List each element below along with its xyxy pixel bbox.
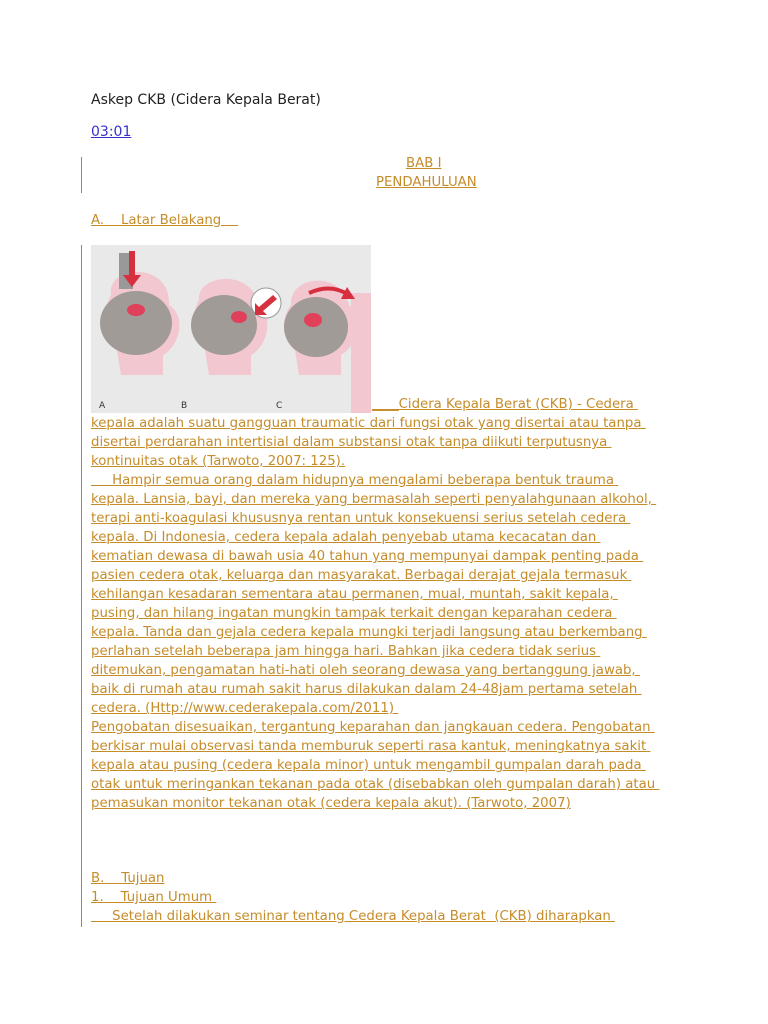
body-line-21: otak untuk meringankan tekanan pada otak (disebabkan oleh gumpalan darah) atau — [91, 777, 660, 792]
figure-label-b: B — [181, 401, 188, 411]
figure-label-c: C — [276, 401, 283, 411]
body-line-16: baik di rumah atau rumah sakit harus dilakukan dalam 24-48jam pertama setelah — [91, 682, 642, 697]
body-line-14: perlahan setelah beberapa jam hingga hari. Bahkan jika cedera tidak serius — [91, 644, 601, 659]
blockquote-bar-main — [81, 245, 82, 927]
heading-bab: BAB I — [406, 156, 442, 171]
body-line-13: kepala. Tanda dan gejala cedera kepala mungki terjadi langsung atau berkembang — [91, 625, 647, 640]
body-line-22: pemasukan monitor tekanan otak (cedera kepala akut). (Tarwoto, 2007) — [91, 796, 571, 811]
section-b-heading: B. Tujuan — [91, 871, 165, 886]
page-title: Askep CKB (Cidera Kepala Berat) — [91, 92, 321, 108]
body-line-15: ditemukan, pengamatan hati-hati oleh seorang dewasa yang bertanggung jawab, — [91, 663, 640, 678]
body-line-7: terapi anti-koagulasi khususnya rentan untuk konsekuensi serius setelah cedera — [91, 511, 631, 526]
body-line-11: kehilangan kesadaran sementara atau permanen, mual, muntah, sakit kepala, — [91, 587, 618, 602]
head-injury-illustration — [91, 245, 371, 413]
body-line-8: kepala. Di Indonesia, cedera kepala adalah penyebab utama kecacatan dan — [91, 530, 601, 545]
body-line-2: kepala adalah suatu gangguan traumatic dari fungsi otak yang disertai atau tanpa — [91, 416, 646, 431]
head-c-injury — [304, 313, 322, 327]
heading-pendahuluan: PENDAHULUAN — [376, 175, 477, 190]
head-a-brain — [100, 291, 172, 355]
body-line-18: Pengobatan disesuaikan, tergantung keparahan dan jangkauan cedera. Pengobatan — [91, 720, 655, 735]
body-line-12: pusing, dan hilang ingatan mungkin tampak terkait dengan keparahan cedera — [91, 606, 617, 621]
body-line-19: berkisar mulai observasi tanda memburuk seperti rasa kantuk, meningkatnya sakit — [91, 739, 651, 754]
section-a-heading: A. Latar Belakang — [91, 213, 239, 228]
body-line-17: cedera. (Http://www.cederakepala.com/2011) — [91, 701, 399, 716]
body-line-5: Hampir semua orang dalam hidupnya mengalami beberapa bentuk trauma — [91, 473, 619, 488]
body-line-20: kepala atau pusing (cedera kepala minor) untuk mengambil gumpalan darah pada — [91, 758, 646, 773]
head-c-brain — [284, 297, 348, 357]
body-line-6: kepala. Lansia, bayi, dan mereka yang bermasalah seperti penyalahgunaan alkohol, — [91, 492, 657, 507]
head-a-injury — [127, 304, 145, 316]
body-line-1: ____Cidera Kepala Berat (CKB) - Cedera — [372, 397, 638, 412]
section-b-subheading: 1. Tujuan Umum — [91, 890, 217, 905]
blockquote-bar-top — [81, 157, 82, 193]
figure-label-a: A — [99, 401, 106, 411]
body-line-10: pasien cedera otak, keluarga dan masyarakat. Berbagai derajat gejala termasuk — [91, 568, 632, 583]
head-injury-figure — [91, 245, 371, 413]
head-b-brain — [191, 295, 257, 355]
head-b-injury — [231, 311, 247, 323]
head-c-wall — [351, 293, 371, 413]
body-line-9: kematian dewasa di bawah usia 40 tahun yang mempunyai dampak penting pada — [91, 549, 644, 564]
timestamp-link[interactable]: 03:01 — [91, 124, 132, 140]
section-b-text: Setelah dilakukan seminar tentang Cedera Kepala Berat (CKB) diharapkan — [91, 909, 616, 924]
body-line-3: disertai perdarahan intertisial dalam substansi otak tanpa diikuti terputusnya — [91, 435, 612, 450]
body-line-4: kontinuitas otak (Tarwoto, 2007: 125). — [91, 454, 346, 469]
